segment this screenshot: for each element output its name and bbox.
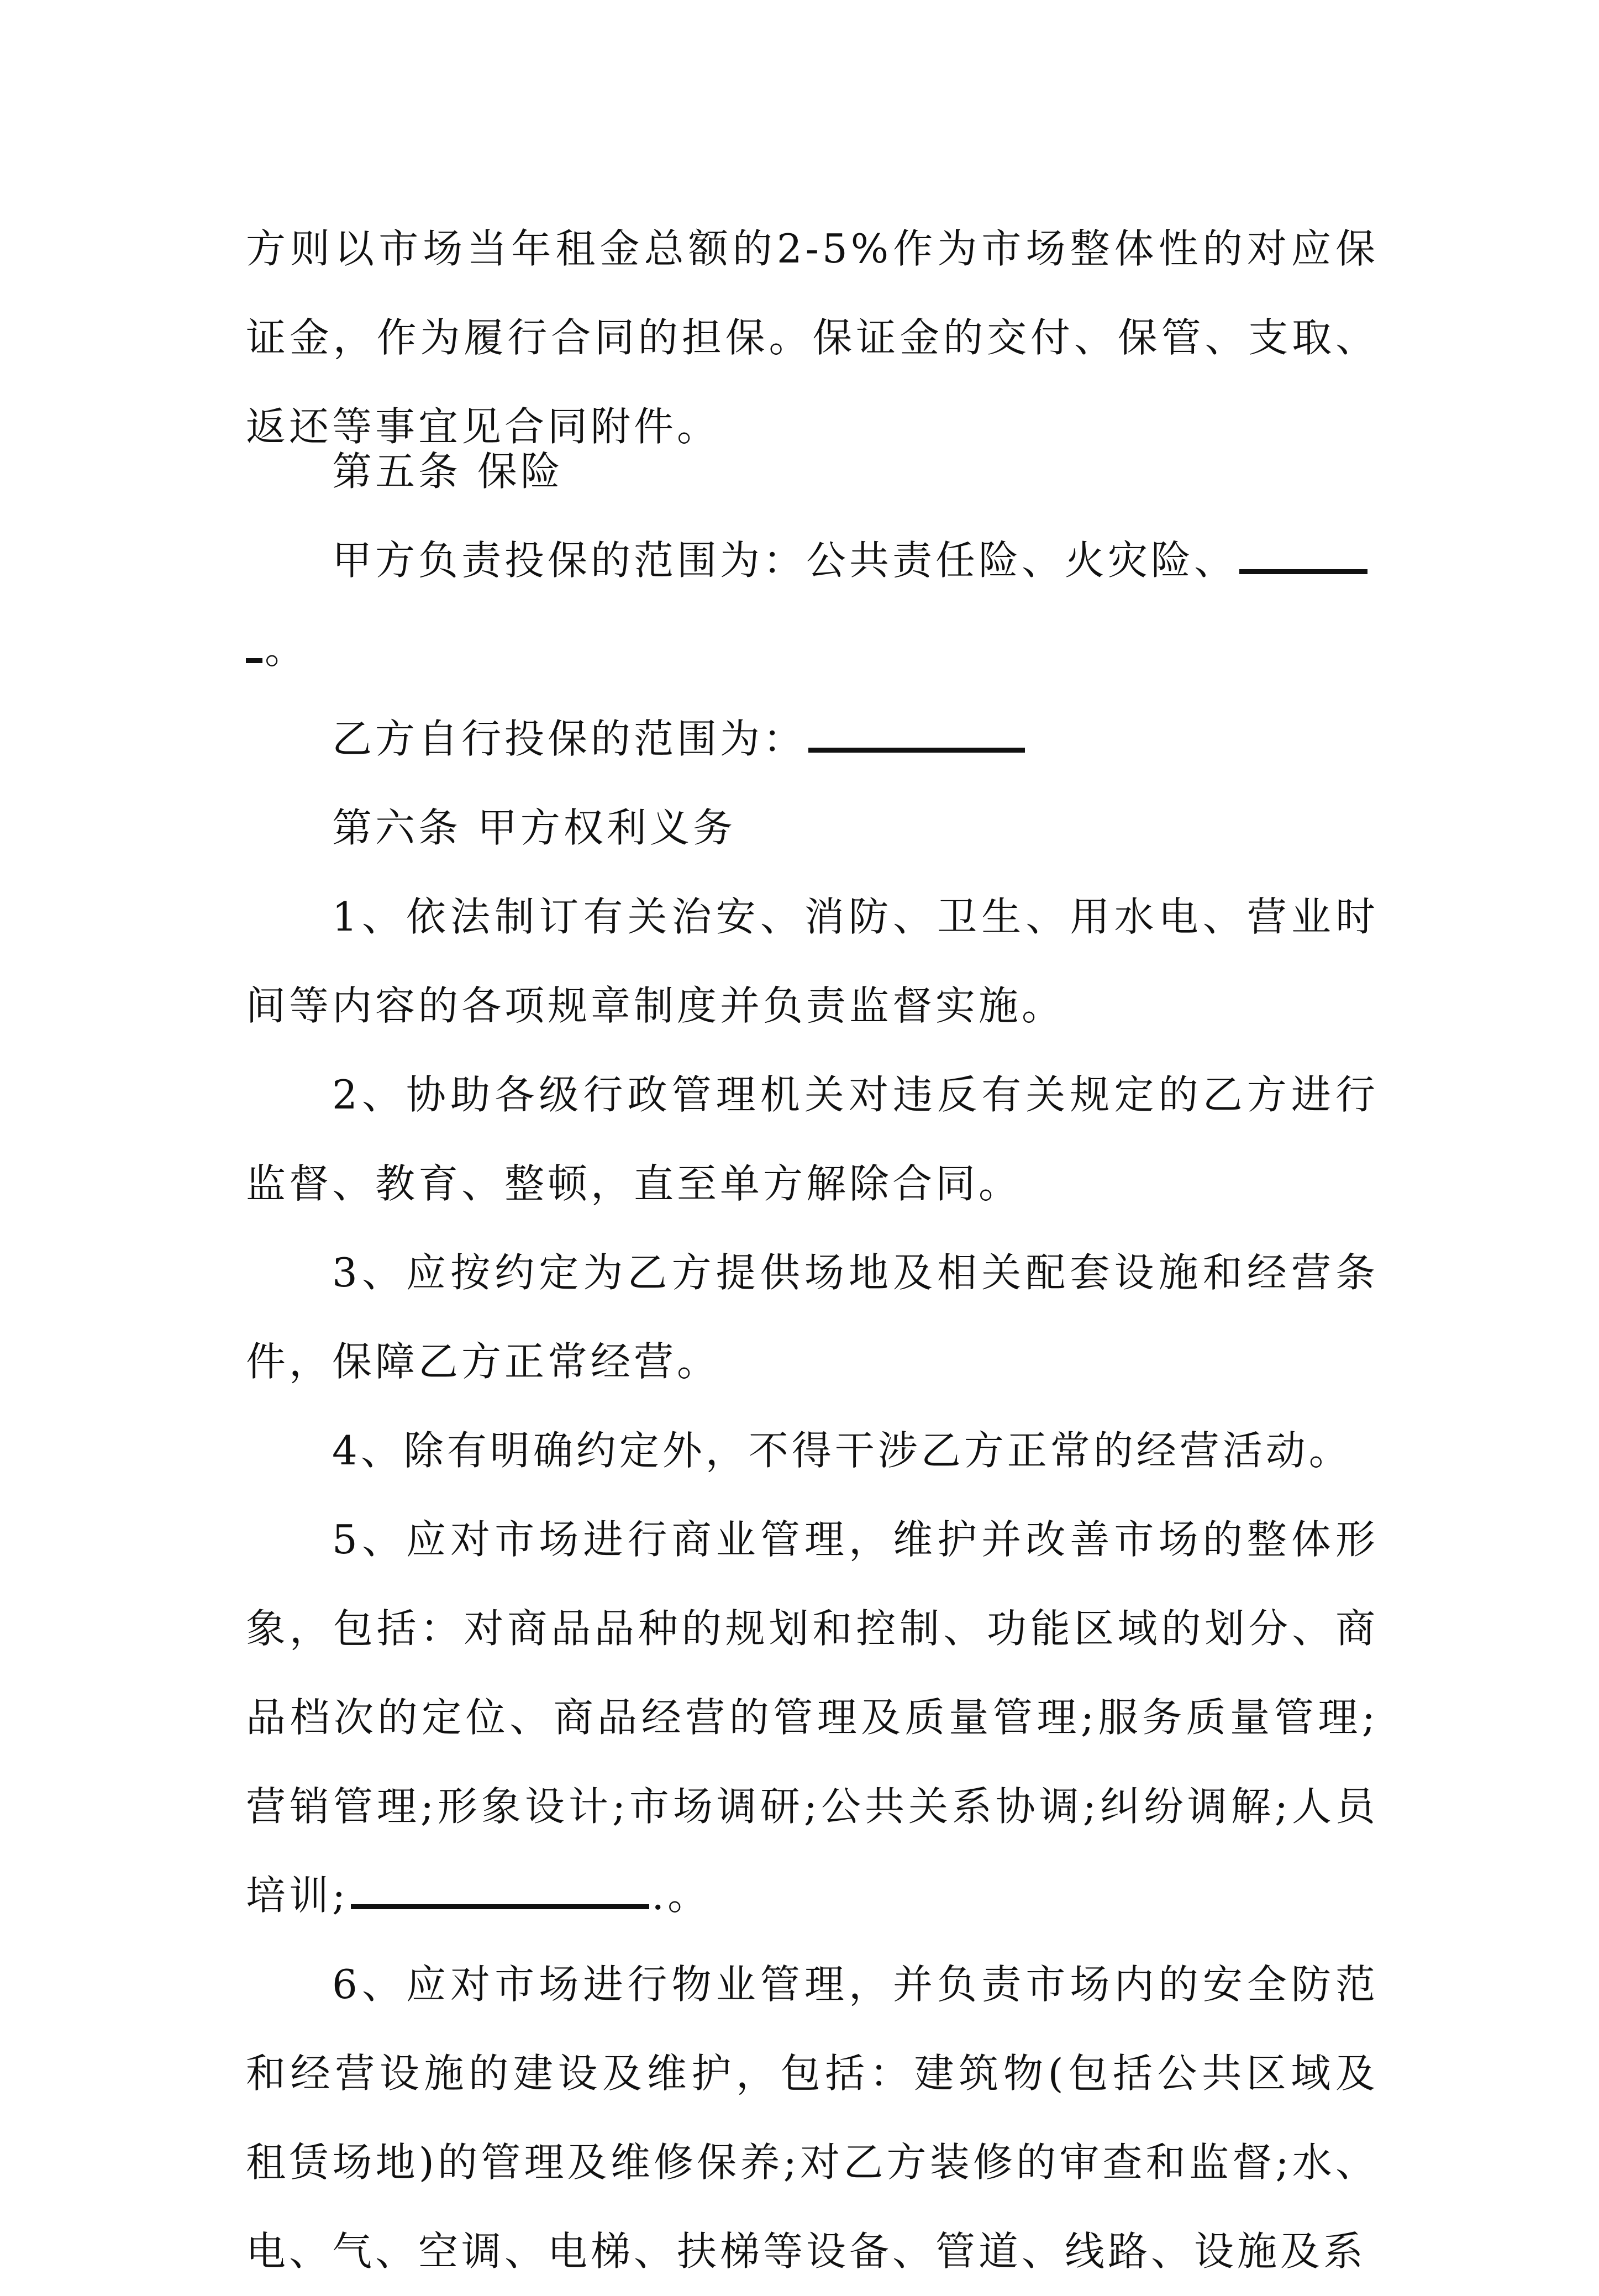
paragraph-item-5 [246,1495,1379,1940]
party-b-insurance-text: 乙方自行投保的范围为： [332,716,807,762]
paragraph-party-a-insurance [246,516,1379,694]
fill-blank-line [246,636,262,663]
paragraph-item-2: 2、协助各级行政管理机关对违反有关规定的乙方进行监督、教育、整顿，直至单方解除合同。 [246,1071,1379,1207]
paragraph-item-1: 1、依法制订有关治安、消防、卫生、用水电、营业时间等内容的各项规章制度并负责监督实施。 [246,894,1379,1029]
item-5-text: 5、应对市场进行商业管理，维护并改善市场的整体形象，包括：对商品品种的规划和控制、功能区域的划分、商品档次的定位、商品经营的管理及质量管理;服务质量管理;营销管理;形象设计;市场调研;公共关系协调;纠纷调解;人员培训; [246,1516,1379,1919]
paragraph-party-b-insurance [246,695,1379,784]
fill-blank-line [351,1882,649,1909]
item-5-end: .。 [651,1872,711,1919]
fill-blank-line [808,726,1025,753]
paragraph-deposit-continued: 方则以市场当年租金总额的2-5%作为市场整体性的对应保证金，作为履行合同的担保。保证金的交付、保管、支取、返还等事宜见合同附件。 [246,225,1379,450]
article-five-heading: 第五条 保险 [332,448,564,495]
paragraph-item-3: 3、应按约定为乙方提供场地及相关配套设施和经营条件，保障乙方正常经营。 [246,1249,1379,1385]
article-six-heading: 第六条 甲方权利义务 [332,805,736,851]
party-a-insurance-end: 。 [265,626,308,672]
party-a-insurance-text: 甲方负责投保的范围为：公共责任险、火灾险、 [332,537,1238,584]
paragraph-item-6: 6、应对市场进行物业管理，并负责市场内的安全防范和经营设施的建设及维护，包括：建筑物(包括公共区域及租赁场地)的管理及维修保养;对乙方装修的审查和监督;水、电、气、空调、电梯、扶梯等设备、管道、线路、设施及系 [246,1961,1379,2274]
fill-blank-line [1239,547,1367,574]
paragraph-item-4: 4、除有明确约定外，不得干涉乙方正常的经营活动。 [332,1427,1352,1474]
